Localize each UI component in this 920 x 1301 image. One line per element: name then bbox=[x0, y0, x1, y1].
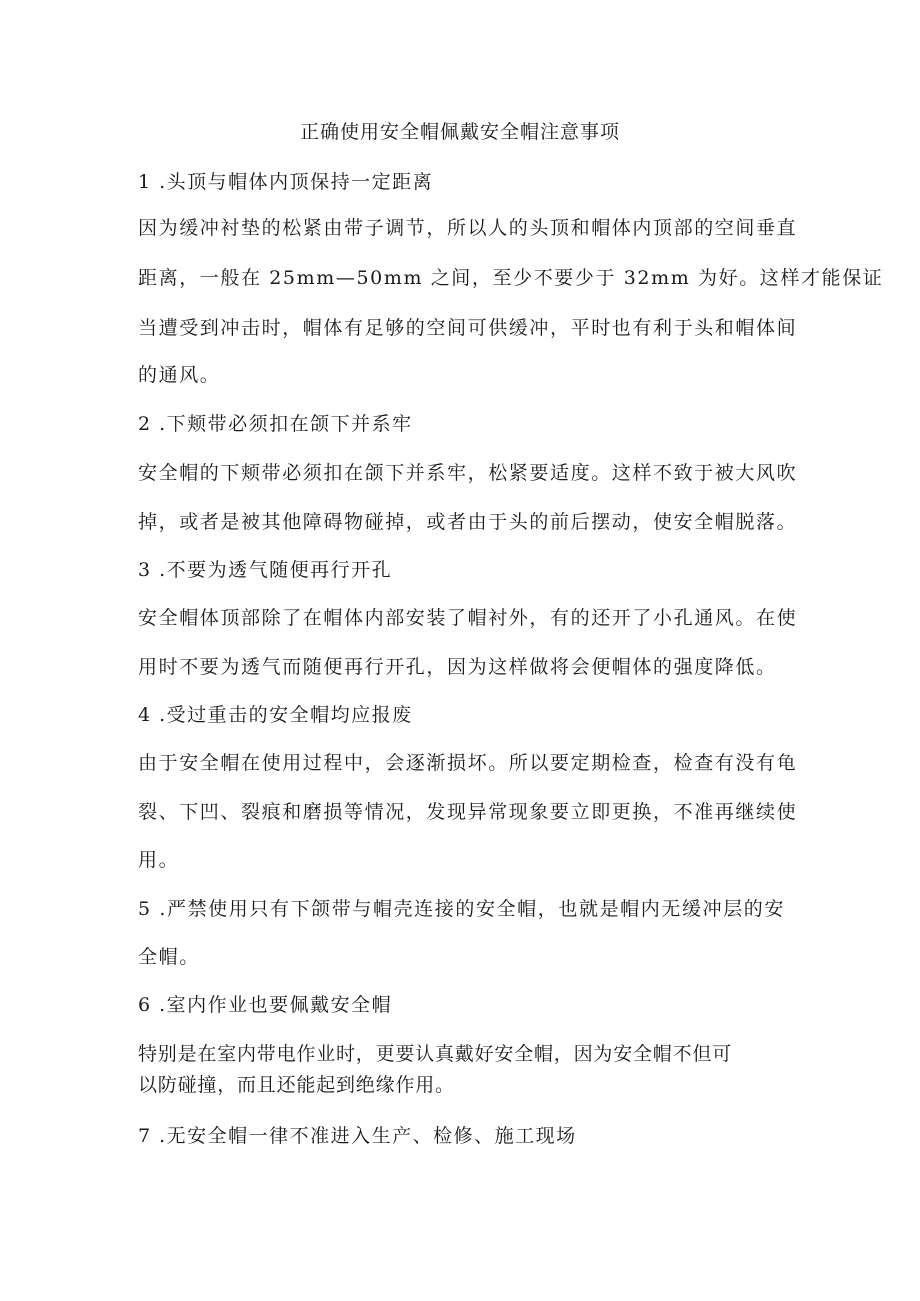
section-5-heading: 5 .严禁使用只有下颌带与帽壳连接的安全帽，也就是帽内无缓冲层的安 bbox=[138, 898, 785, 920]
section-3-heading: 3 .不要为透气随便再行开孔 bbox=[138, 559, 393, 581]
section-1-line-2: 距离，一般在 25mm—50mm 之间，至少不要少于 32mm 为好。这样才能保证 bbox=[138, 267, 884, 289]
section-6-line-2: 以防碰撞，而且还能起到绝缘作用。 bbox=[138, 1074, 455, 1096]
section-6-line-1: 特别是在室内带电作业时，更要认真戴好安全帽，因为安全帽不但可 bbox=[138, 1043, 733, 1065]
document-title: 正确使用安全帽佩戴安全帽注意事项 bbox=[299, 121, 620, 143]
section-4-line-1: 由于安全帽在使用过程中，会逐渐损坏。所以要定期检查，检查有没有龟 bbox=[138, 752, 798, 774]
section-4-line-3: 用。 bbox=[138, 849, 180, 871]
section-2-heading: 2 .下颊带必须扣在颌下并系牢 bbox=[138, 413, 413, 435]
section-1-line-1: 因为缓冲衬垫的松紧由带子调节，所以人的头顶和帽体内顶部的空间垂直 bbox=[138, 217, 798, 239]
section-3-line-2: 用时不要为透气而随便再行开孔，因为这样做将会便帽体的强度降低。 bbox=[138, 656, 777, 678]
section-2-line-2: 掉，或者是被其他障碍物碰掉，或者由于头的前后摆动，使安全帽脱落。 bbox=[138, 511, 798, 533]
section-3-line-1: 安全帽体顶部除了在帽体内部安装了帽衬外，有的还开了小孔通风。在使 bbox=[138, 607, 798, 629]
section-1-heading: 1 .头顶与帽体内顶保持一定距离 bbox=[138, 171, 434, 193]
section-1-line-4: 的通风。 bbox=[138, 364, 221, 386]
section-2-line-1: 安全帽的下颊带必须扣在颌下并系牢，松紧要适度。这样不致于被大风吹 bbox=[138, 462, 798, 484]
section-5-line-1: 全帽。 bbox=[138, 946, 200, 968]
section-4-heading: 4 .受过重击的安全帽均应报废 bbox=[138, 704, 413, 726]
section-7-heading: 7 .无安全帽一律不准进入生产、检修、施工现场 bbox=[138, 1125, 577, 1147]
section-6-heading: 6 .室内作业也要佩戴安全帽 bbox=[138, 994, 393, 1016]
section-4-line-2: 裂、下凹、裂痕和磨损等情况，发现异常现象要立即更换，不准再继续使 bbox=[138, 801, 798, 823]
section-1-line-3: 当遭受到冲击时，帽体有足够的空间可供缓冲，平时也有利于头和帽体间 bbox=[138, 317, 798, 339]
